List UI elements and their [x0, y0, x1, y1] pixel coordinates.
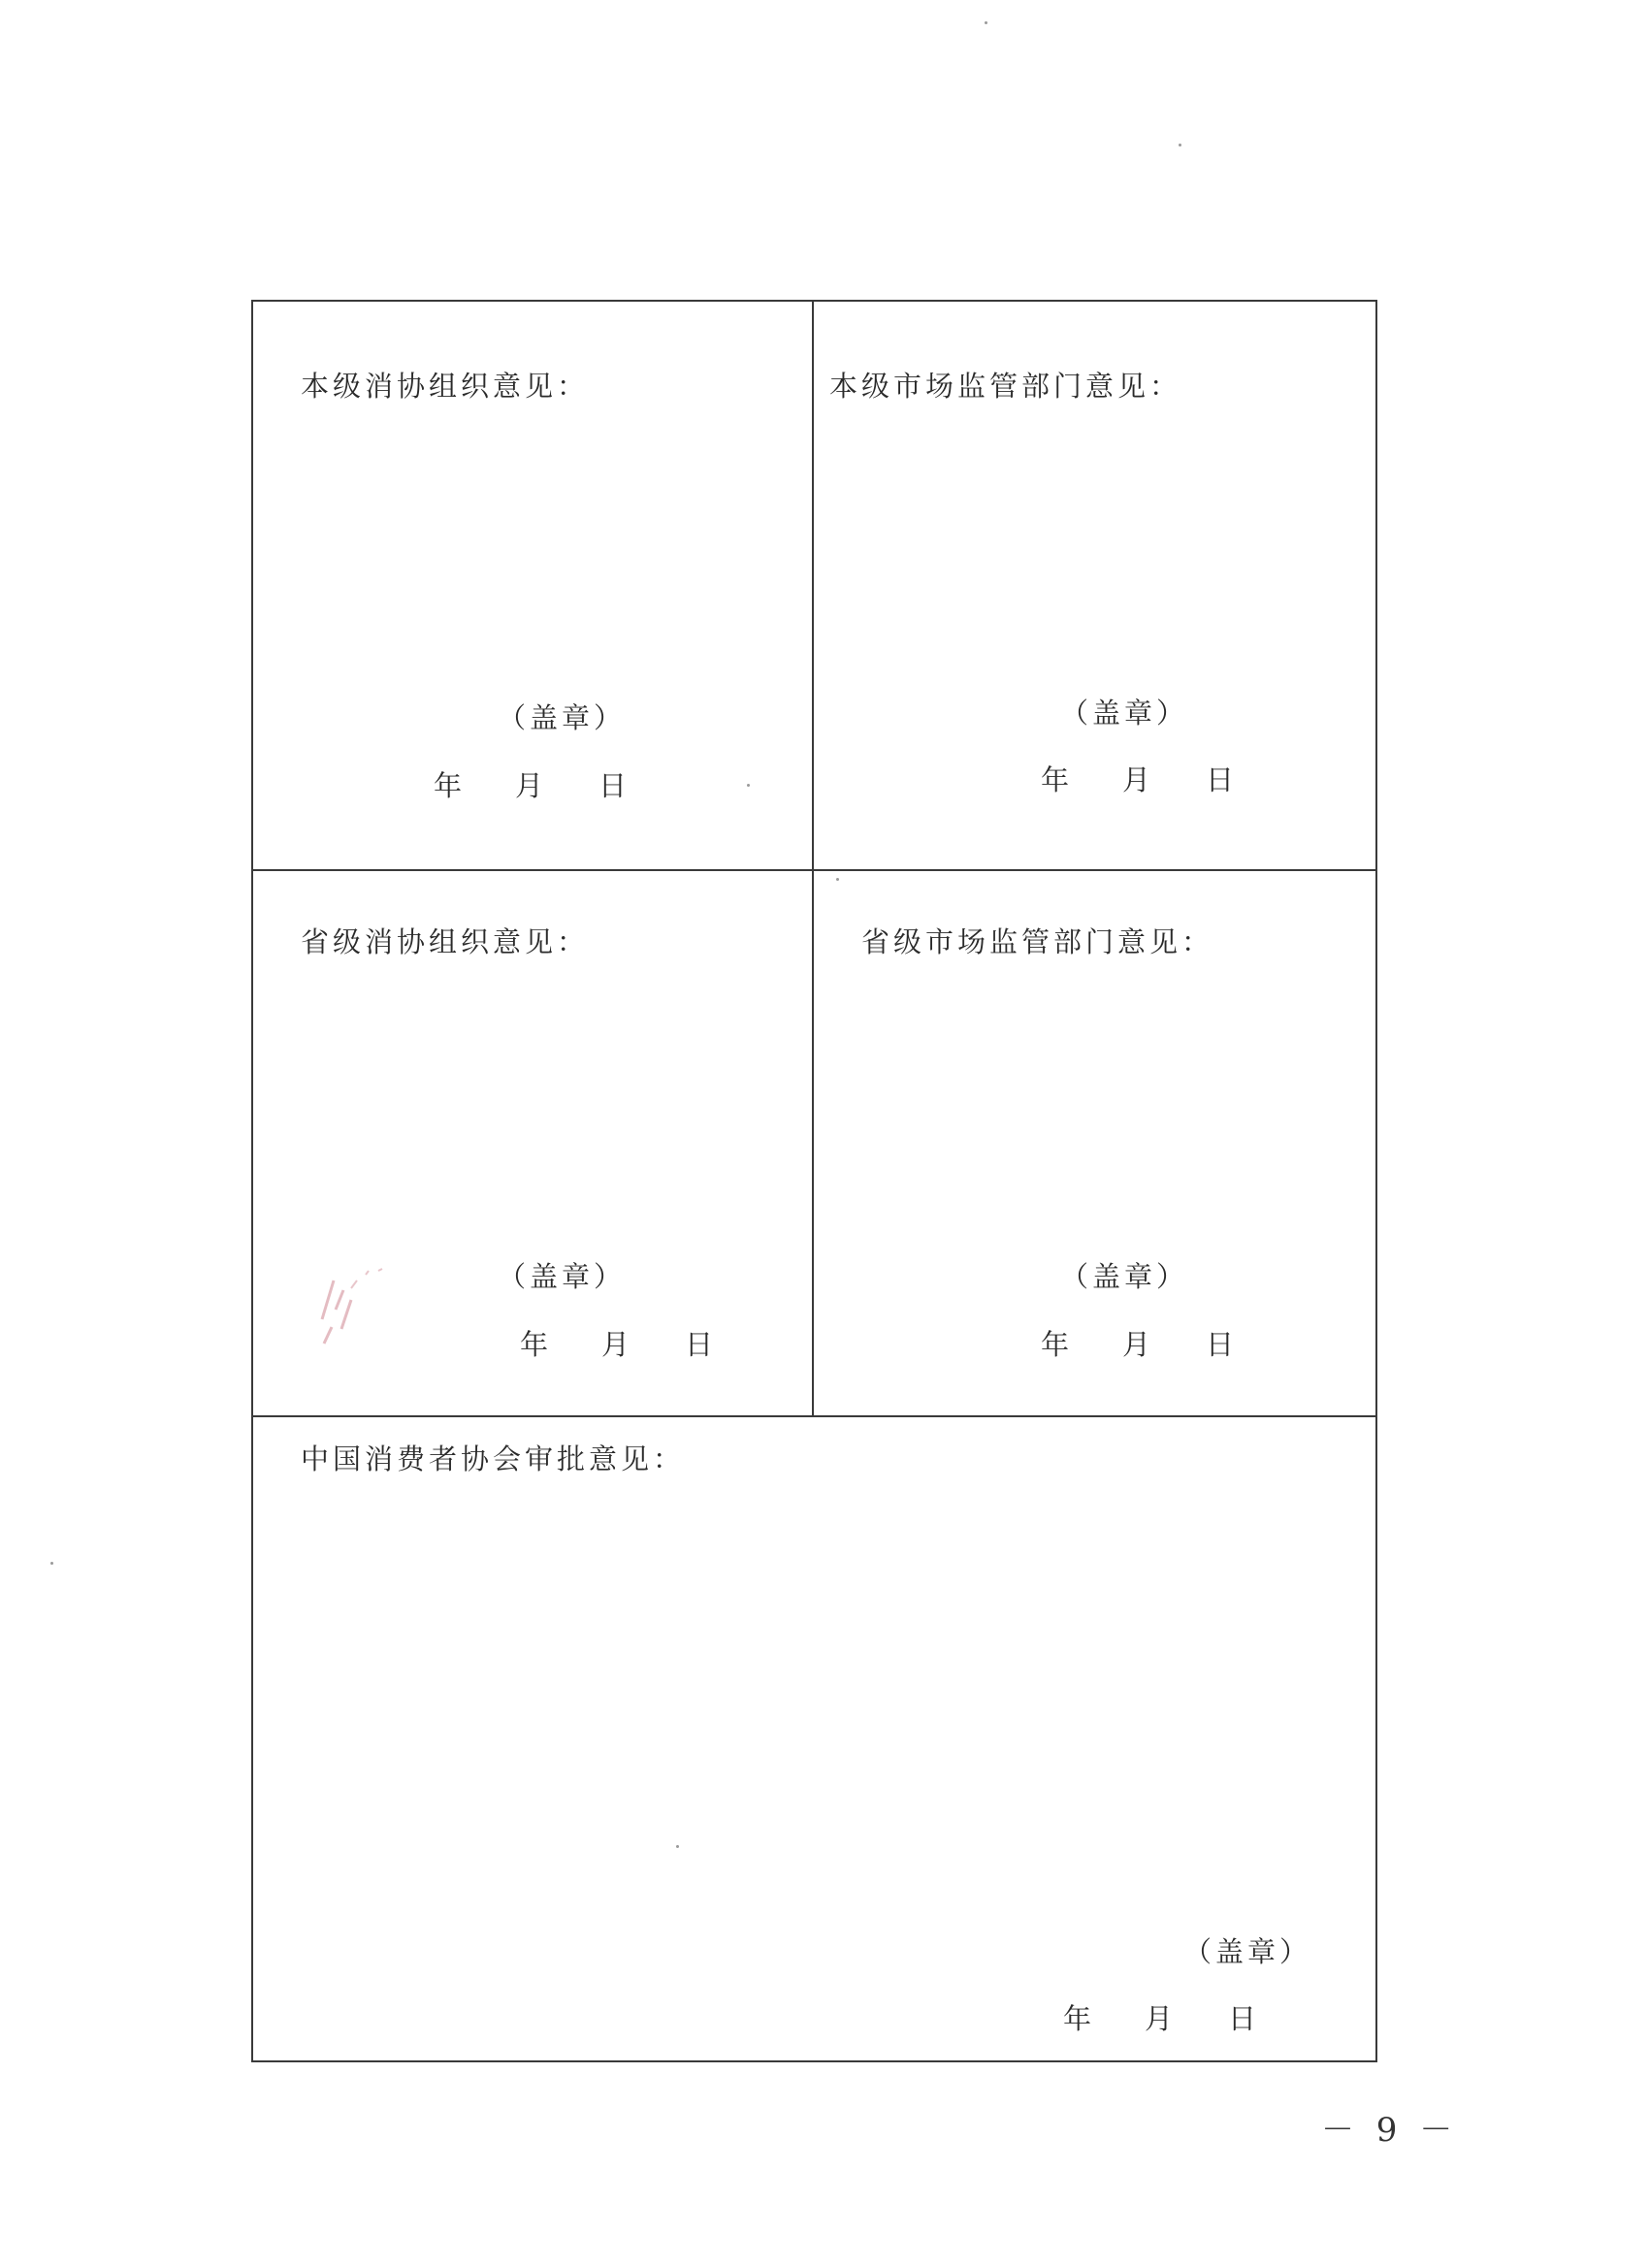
page-number: － 9 －: [1321, 2111, 1459, 2150]
month-label: 月: [1122, 1328, 1151, 1361]
scan-speck: [1179, 144, 1181, 146]
year-label: 年: [1041, 1328, 1070, 1361]
date-line: [1041, 1328, 1254, 1361]
day-label: 日: [1206, 1328, 1235, 1361]
seal-label: （盖章）: [498, 701, 627, 734]
row-divider-2: [253, 1415, 1375, 1417]
day-label: 日: [685, 1328, 714, 1361]
seal-label: （盖章）: [498, 1260, 627, 1293]
day-label: 日: [1206, 763, 1235, 796]
cell-heading: 中国消费者协会审批意见：: [301, 1442, 686, 1475]
cell-heading: 本级市场监管部门意见：: [829, 370, 1182, 403]
month-label: 月: [601, 1328, 630, 1361]
month-label: 月: [515, 769, 544, 802]
day-label: 日: [1228, 2002, 1257, 2035]
scan-speck: [676, 1845, 679, 1848]
cell-heading: 省级市场监管部门意见：: [861, 925, 1214, 958]
seal-label: （盖章）: [1060, 697, 1189, 729]
year-label: 年: [520, 1328, 549, 1361]
scan-speck: [747, 784, 750, 787]
seal-label: （盖章）: [1060, 1260, 1189, 1293]
cell-heading: 本级消协组织意见：: [301, 370, 590, 403]
month-label: 月: [1145, 2002, 1174, 2035]
row-divider-1: [253, 869, 1375, 871]
date-line: [1041, 763, 1254, 796]
scan-speck: [985, 21, 987, 24]
date-line: [434, 769, 647, 802]
column-divider-top: [812, 302, 814, 1416]
faded-seal-mark: [312, 1251, 400, 1358]
year-label: 年: [1041, 763, 1070, 796]
date-line: [520, 1328, 733, 1361]
approval-opinion-form: [251, 300, 1377, 2062]
year-label: 年: [1063, 2002, 1092, 2035]
date-line: [1063, 2002, 1277, 2035]
year-label: 年: [434, 769, 463, 802]
cell-heading: 省级消协组织意见：: [301, 925, 590, 958]
seal-label: （盖章）: [1183, 1935, 1312, 1968]
day-label: 日: [598, 769, 628, 802]
scan-speck: [50, 1562, 53, 1565]
month-label: 月: [1122, 763, 1151, 796]
scan-speck: [836, 878, 839, 881]
